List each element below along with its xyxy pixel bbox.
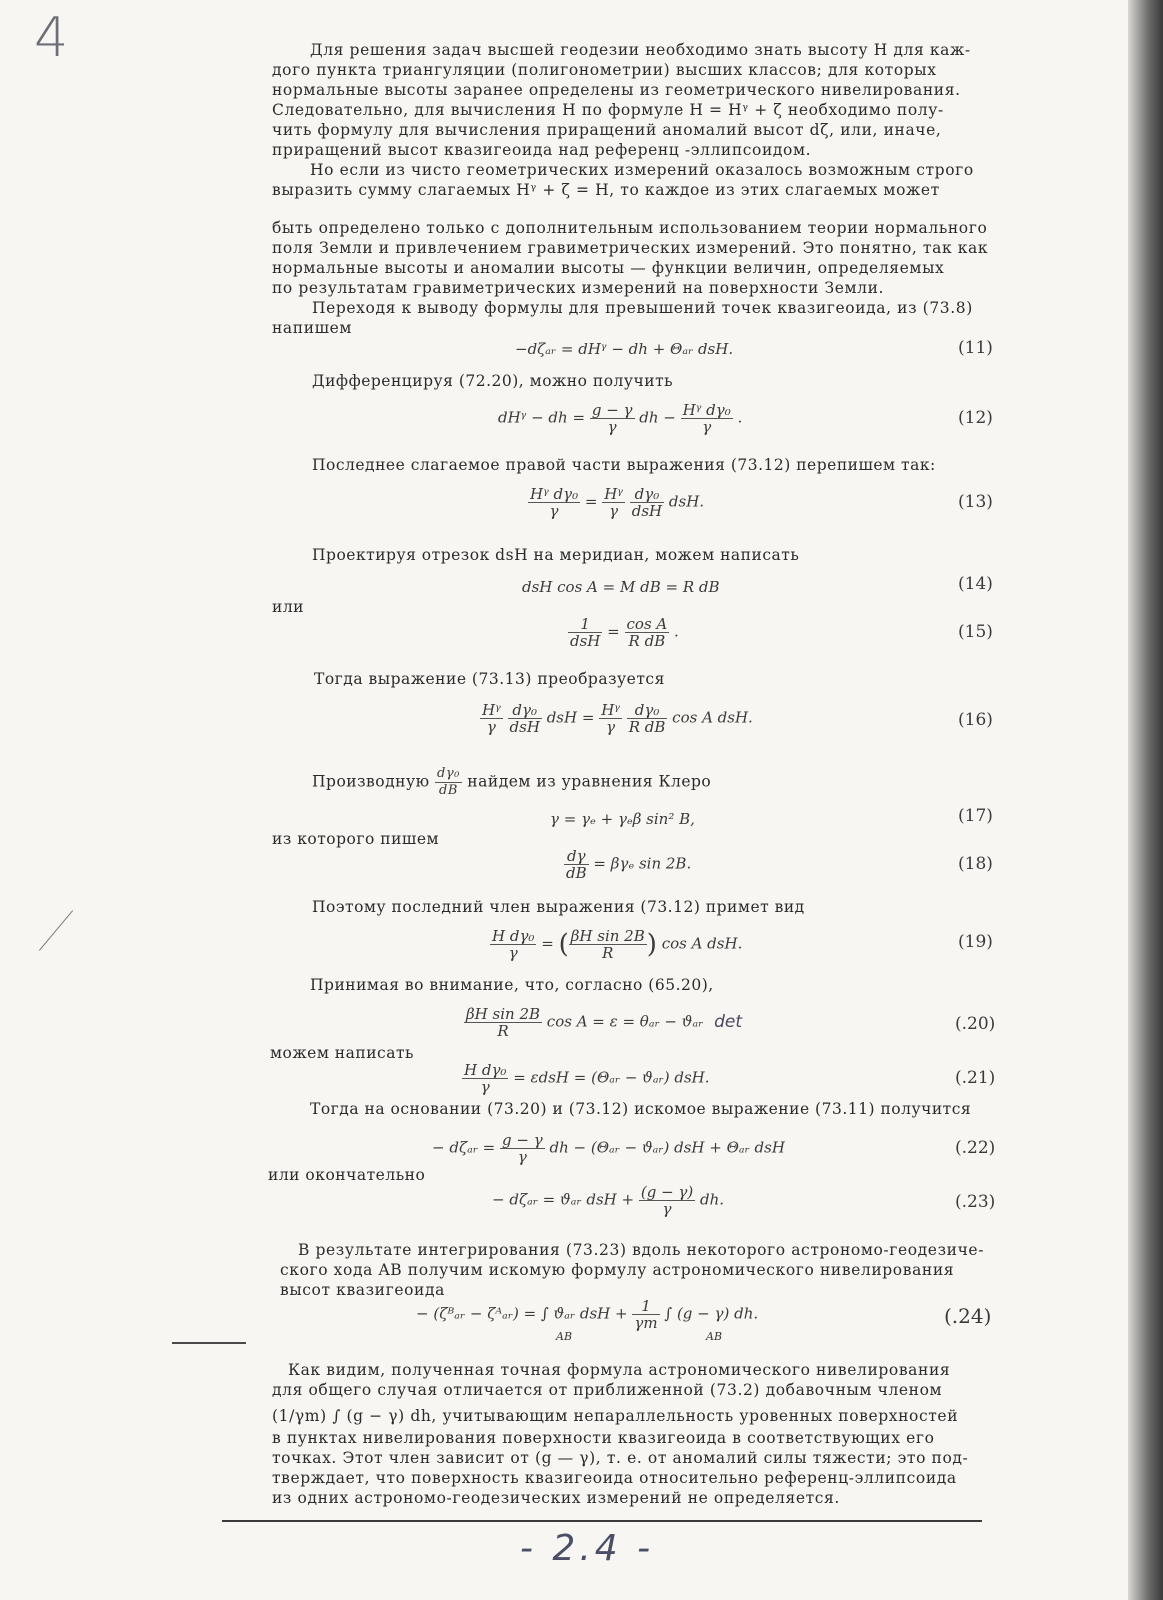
equation-19-number: (19) (958, 932, 993, 952)
fraction-numerator: 1 (632, 1298, 659, 1315)
fraction-denominator: γ (480, 1078, 490, 1096)
fraction-numerator: Hᵞ (482, 701, 501, 719)
derivative-fraction (435, 766, 462, 799)
text-or: или (272, 598, 305, 616)
equation-11: −dζₐᵣ = dHᵞ − dh + Θₐᵣ dsH. (515, 340, 734, 358)
equation-12-fraction-1 (590, 402, 635, 435)
equation-22-lhs: − dζₐᵣ = (432, 1138, 496, 1157)
paragraph-final (272, 1360, 992, 1508)
fraction-numerator: (g − γ) (640, 1183, 694, 1201)
equation-12-fraction-2 (681, 402, 733, 435)
text-or-finally: или окончательно (268, 1166, 426, 1184)
text-therefore: Поэтому последний член выражения (73.12) примет вид (312, 898, 805, 916)
fraction-denominator: R dB (628, 718, 666, 736)
equation-21-number: (.21) (955, 1068, 996, 1088)
fraction-numerator: H dγ₀ (492, 927, 535, 945)
fraction-numerator: 1 (568, 616, 602, 633)
equation-16-number: (16) (958, 710, 993, 730)
integral-limit-2: AB (706, 1330, 723, 1343)
fraction-denominator: dsH (570, 632, 601, 650)
equation-20-end: cos A = ε = θₐᵣ − ϑₐᵣ (546, 1012, 704, 1031)
equation-15 (568, 616, 679, 649)
equation-24-number: (.24) (944, 1304, 992, 1328)
equation-16-fraction-4 (627, 702, 668, 735)
equation-21-fraction-1 (462, 1062, 508, 1095)
paragraph-final-line: в пунктах нивелирования поверхности квазигеоида в соответствующих его (272, 1429, 935, 1447)
fraction-denominator: γm (634, 1314, 658, 1332)
corner-page-mark: 4 (34, 6, 69, 69)
paragraph-integration-line: высот квазигеоида (280, 1281, 445, 1299)
equation-21 (462, 1062, 710, 1095)
equation-19-end: cos A dsH. (661, 934, 743, 953)
fraction-numerator: dγ₀ (437, 766, 460, 781)
fraction-denominator: γ (549, 502, 559, 520)
fraction-numerator: Hᵞ dγ₀ (530, 485, 579, 503)
equation-23 (492, 1184, 724, 1217)
text-derivative-start: Производную (312, 772, 430, 791)
equation-12 (498, 402, 742, 435)
equation-17-number: (17) (958, 806, 993, 826)
paragraph-4-line: Переходя к выводу формулы для превышений точек квазигеоида, из (73.8) (312, 299, 973, 317)
equation-24-fraction-1 (632, 1298, 659, 1331)
equation-19-fraction-1 (490, 928, 536, 961)
paragraph-1-line: дого пункта триангуляции (полигонометрии) высших классов; для которых (272, 61, 937, 79)
paragraph-2-line: Но если из чисто геометрических измерений оказалось возможным строго (310, 161, 974, 179)
equation-16-mid: dsH = (546, 708, 595, 727)
equation-16-fraction-1 (480, 702, 503, 735)
equation-23-end: dh. (700, 1190, 725, 1209)
paragraph-final-line: из одних астрономо-геодезических измерений не определяется. (272, 1489, 840, 1507)
paragraph-1-line: Для решения задач высшей геодезии необходимо знать высоту H для каж- (310, 41, 971, 59)
page-number: - 2.4 - (520, 1528, 655, 1569)
scan-edge-shadow (1128, 0, 1163, 1600)
equation-15-number: (15) (958, 622, 993, 642)
text-derivative (312, 766, 711, 799)
equation-22 (432, 1132, 785, 1165)
fraction-denominator: γ (607, 418, 617, 436)
integral-limit-1: AB (556, 1330, 573, 1343)
paragraph-3-line: по результатам гравиметрических измерений на поверхности Земли. (272, 279, 885, 297)
equation-23-number: (.23) (955, 1192, 996, 1212)
text-considering: Принимая во внимание, что, согласно (65.20), (310, 976, 714, 994)
paragraph-4 (272, 298, 992, 338)
fraction-numerator: dγ₀ (630, 486, 664, 503)
close-paren-icon: ) (646, 929, 657, 960)
equation-14: dsH cos A = M dB = R dB (522, 578, 720, 596)
equation-18-end: = βγₑ sin 2B. (593, 854, 692, 873)
paragraph-3 (272, 218, 992, 298)
equation-21-end: = εdsH = (Θₐᵣ − ϑₐᵣ) dsH. (513, 1068, 710, 1087)
margin-pen-stroke (172, 1342, 246, 1344)
fraction-numerator: g − γ (502, 1131, 543, 1149)
equation-24 (416, 1298, 758, 1331)
fraction-numerator: dγ₀ (508, 702, 542, 719)
equation-12-end: . (737, 408, 743, 427)
text-derivative-end: найдем из уравнения Клеро (467, 772, 712, 791)
equation-14-number: (14) (958, 574, 993, 594)
equation-20 (464, 1006, 742, 1039)
paragraph-4-line: напишем (272, 319, 353, 337)
equation-19-fraction-2 (569, 928, 647, 961)
equation-13-fraction-1 (528, 486, 580, 519)
text-last-term: Последнее слагаемое правой части выражения (73.12) перепишем так: (312, 456, 936, 474)
equation-13-fraction-3 (630, 486, 664, 519)
equation-24-end: ∫ (g − γ) dh. (664, 1304, 759, 1323)
fraction-denominator: dB (439, 783, 458, 798)
equation-16 (480, 702, 753, 735)
paragraph-1-line: чить формулу для вычисления приращений аномалий высот dζ, или, иначе, (272, 121, 942, 139)
equation-12-mid: dh − (639, 408, 676, 427)
equation-13-number: (13) (958, 492, 993, 512)
equation-15-fraction-2 (625, 616, 670, 649)
paragraph-final-line: тверждает, что поверхность квазигеоида относительно референц-эллипсоида (272, 1469, 957, 1487)
equation-17: γ = γₑ + γₑβ sin² B, (550, 810, 695, 828)
open-paren-icon: ( (558, 929, 569, 960)
text-from-which: из которого пишем (272, 830, 440, 848)
equation-15-end: . (674, 622, 679, 641)
equation-19-equals: = (541, 934, 554, 953)
paragraph-integration (280, 1240, 990, 1300)
fraction-denominator: γ (662, 1200, 672, 1218)
paragraph-final-line: (1/γm) ∫ (g − γ) dh, учитывающим непараллельность уровенных поверхностей (272, 1407, 959, 1425)
equation-13 (528, 486, 704, 519)
equation-18-number: (18) (958, 854, 993, 874)
fraction-numerator: g − γ (591, 401, 633, 419)
equation-16-fraction-2 (508, 702, 542, 735)
equation-20-handwritten-note: det (714, 1011, 743, 1032)
equation-13-end: dsH. (668, 492, 705, 511)
equation-13-equals: = (584, 492, 598, 511)
paragraph-1-line: Следовательно, для вычисления H по формуле H = Hᵞ + ζ необходимо полу- (272, 101, 944, 119)
paragraph-3-line: нормальные высоты и аномалии высоты — функции величин, определяемых (272, 259, 945, 277)
fraction-denominator: dsH (509, 718, 540, 736)
equation-23-fraction-1 (639, 1184, 695, 1217)
equation-20-number: (.20) (955, 1014, 996, 1034)
equation-18-fraction-1 (564, 848, 589, 881)
paragraph-final-line: Как видим, полученная точная формула астрономического нивелирования (288, 1361, 951, 1379)
equation-18 (564, 848, 691, 881)
bottom-rule (222, 1520, 982, 1522)
fraction-numerator: βH sin 2B (570, 927, 645, 945)
fraction-denominator: γ (486, 718, 496, 736)
fraction-denominator: R dB (628, 632, 666, 650)
equation-12-number: (12) (958, 408, 993, 428)
equation-13-fraction-2 (602, 486, 625, 519)
fraction-numerator: dγ (564, 848, 589, 865)
fraction-numerator: Hᵞ dγ₀ (682, 401, 731, 419)
paragraph-2-line: выразить сумму слагаемых Hᵞ + ζ = H, то каждое из этих слагаемых может (272, 181, 940, 199)
equation-15-equals: = (607, 622, 620, 641)
fraction-numerator: cos A (626, 615, 668, 633)
paragraph-1 (272, 40, 992, 160)
fraction-denominator: R (602, 944, 614, 962)
paragraph-3-line: быть определено только с дополнительным использованием теории нормального (272, 219, 988, 237)
fraction-denominator: γ (517, 1148, 527, 1166)
paragraph-2 (272, 160, 992, 200)
equation-24-lhs: − (ζᴮₐᵣ − ζᴬₐᵣ) = ∫ ϑₐᵣ dsH + (416, 1304, 628, 1323)
fraction-numerator: H dγ₀ (464, 1061, 507, 1079)
paragraph-integration-line: ского хода AB получим искомую формулу астрономического нивелирования (280, 1261, 955, 1279)
paragraph-final-line: для общего случая отличается от приближенной (73.2) добавочным членом (272, 1381, 943, 1399)
fraction-denominator: γ (508, 944, 518, 962)
fraction-numerator: dγ₀ (627, 702, 668, 719)
equation-11-number: (11) (958, 338, 993, 358)
equation-12-lhs: dHᵞ − dh = (498, 408, 586, 427)
equation-16-fraction-3 (599, 702, 622, 735)
equation-20-fraction-1 (464, 1006, 542, 1039)
paragraph-final-line: точках. Этот член зависит от (g — γ), т. е. от аномалий силы тяжести; это под- (272, 1449, 969, 1467)
fraction-denominator: γ (609, 502, 619, 520)
fraction-denominator: dsH (631, 502, 663, 520)
equation-15-fraction-1 (568, 616, 602, 649)
paragraph-3-line: поля Земли и привлечением гравиметрических измерений. Это понятно, так как (272, 239, 989, 257)
equation-23-lhs: − dζₐᵣ = ϑₐᵣ dsH + (492, 1190, 635, 1209)
fraction-numerator: Hᵞ (601, 701, 620, 719)
text-then-transforms: Тогда выражение (73.13) преобразуется (314, 670, 665, 688)
text-based-on: Тогда на основании (73.20) и (73.12) искомое выражение (73.11) получится (310, 1100, 972, 1118)
text-differentiating: Дифференцируя (72.20), можно получить (312, 372, 674, 390)
fraction-denominator: dB (566, 864, 587, 882)
equation-16-end: cos A dsH. (672, 708, 753, 727)
equation-19 (490, 928, 742, 961)
equation-22-end: dh − (Θₐᵣ − ϑₐᵣ) dsH + Θₐᵣ dsH (549, 1138, 785, 1157)
fraction-denominator: R (497, 1022, 509, 1040)
text-can-write: можем написать (270, 1044, 414, 1062)
fraction-denominator: γ (702, 418, 712, 436)
paragraph-1-line: приращений высот квазигеоида над референц -эллипсоидом. (272, 141, 812, 159)
text-projecting: Проектируя отрезок dsH на меридиан, можем написать (312, 546, 800, 564)
equation-22-fraction-1 (500, 1132, 545, 1165)
equation-22-number: (.22) (955, 1138, 996, 1158)
paragraph-integration-line: В результате интегрирования (73.23) вдоль некоторого астрономо-геодезиче- (298, 1241, 985, 1259)
fraction-numerator: Hᵞ (604, 485, 623, 503)
fraction-numerator: βH sin 2B (466, 1005, 541, 1023)
fraction-denominator: γ (606, 718, 616, 736)
margin-pencil-stroke (39, 910, 73, 950)
paragraph-1-line: нормальные высоты заранее определены из геометрического нивелирования. (272, 81, 961, 99)
